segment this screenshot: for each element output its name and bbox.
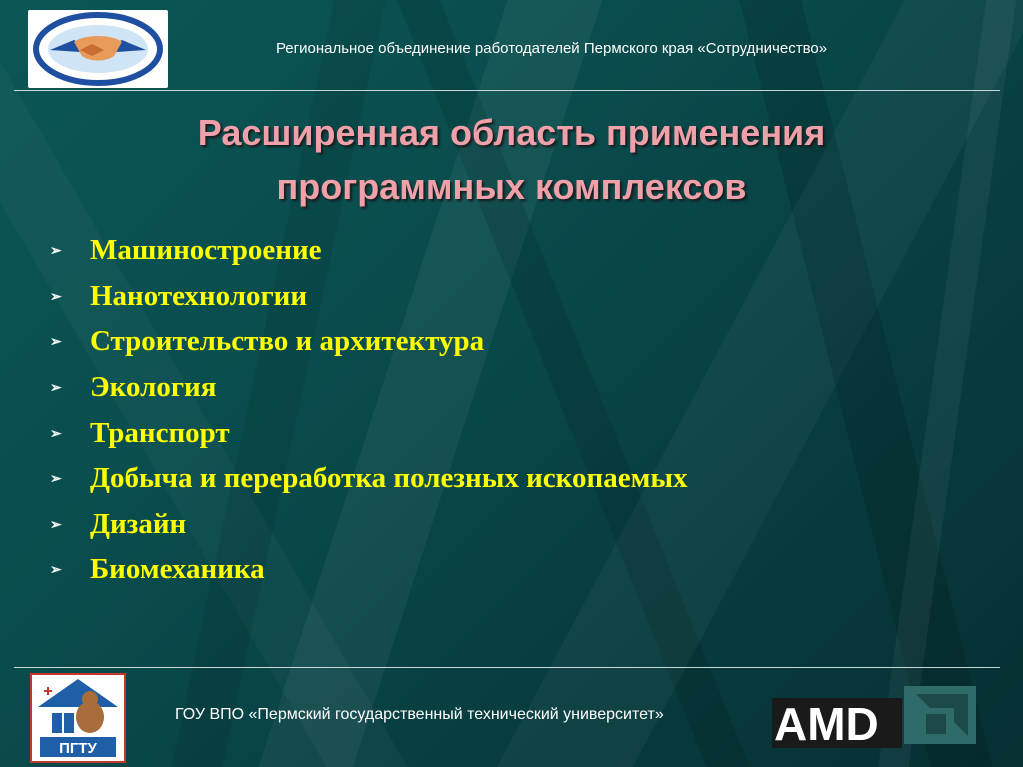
footer-university: ГОУ ВПО «Пермский государственный технический университет» xyxy=(175,706,664,723)
list-item-text: Строительство и архитектура xyxy=(90,325,485,358)
slide-title-line-2: программных комплексов xyxy=(276,166,747,207)
arrow-bullet-icon: ➢ xyxy=(50,515,62,532)
list-item xyxy=(50,502,687,548)
arrow-bullet-icon: ➢ xyxy=(50,287,62,304)
header-org-name: Региональное объединение работодателей Пермского края «Сотрудничество» xyxy=(275,40,828,57)
list-item-text: Биомеханика xyxy=(90,553,265,586)
list-item-text: Экология xyxy=(90,371,217,404)
arrow-bullet-icon: ➢ xyxy=(50,561,62,578)
list-item xyxy=(50,319,687,365)
slide-title-line-1: Расширенная область применения xyxy=(197,112,826,153)
arrow-bullet-icon: ➢ xyxy=(50,333,62,350)
pstu-logo xyxy=(30,673,126,763)
amd-arrow-logo-icon xyxy=(768,684,1018,754)
list-item xyxy=(50,456,687,502)
arrow-bullet-icon: ➢ xyxy=(50,424,62,441)
list-item-text: Дизайн xyxy=(90,507,187,540)
list-item xyxy=(50,274,687,320)
list-item-text: Транспорт xyxy=(90,416,230,449)
list-item xyxy=(50,547,687,593)
application-areas-list xyxy=(50,228,687,593)
list-item xyxy=(50,228,687,274)
list-item-text: Добыча и переработка полезных ископаемых xyxy=(90,462,688,495)
arrow-bullet-icon: ➢ xyxy=(50,242,62,259)
list-item xyxy=(50,365,687,411)
bear-book-logo-icon xyxy=(32,675,124,761)
list-item xyxy=(50,410,687,456)
slide-title xyxy=(0,106,1023,214)
amd-logo xyxy=(768,684,1018,754)
pstu-logo-text: ПГТУ xyxy=(59,740,97,757)
footer-divider xyxy=(14,667,1000,668)
amd-logo-text: AMD xyxy=(774,698,879,750)
header-divider xyxy=(14,90,1000,91)
list-item-text: Нанотехнологии xyxy=(90,279,308,312)
arrow-bullet-icon: ➢ xyxy=(50,470,62,487)
arrow-bullet-icon: ➢ xyxy=(50,379,62,396)
list-item-text: Машиностроение xyxy=(90,234,322,267)
